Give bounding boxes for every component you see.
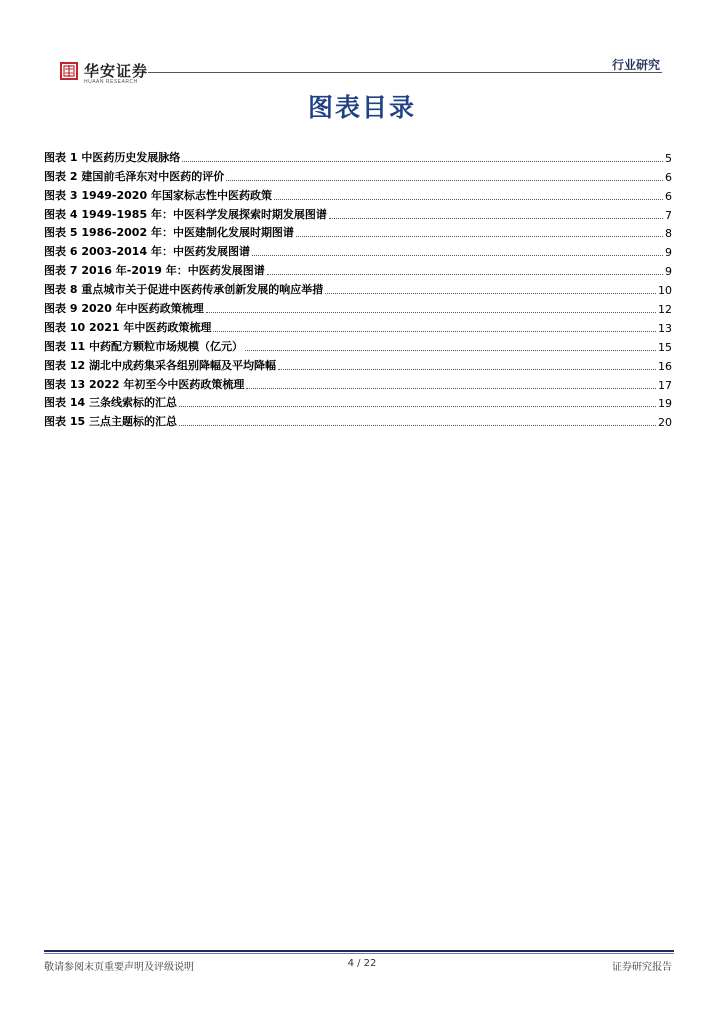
toc-entry[interactable] bbox=[44, 203, 672, 222]
toc-leader-dots bbox=[325, 292, 656, 294]
toc-entry[interactable] bbox=[44, 316, 672, 335]
toc-entry-page: 17 bbox=[658, 378, 672, 392]
toc-leader-dots bbox=[182, 160, 663, 162]
toc-entry-label: 图表 9 2020 年中医药政策梳理 bbox=[44, 302, 204, 316]
toc-entry-label: 图表 8 重点城市关于促进中医药传承创新发展的响应举措 bbox=[44, 283, 324, 297]
toc-entry[interactable] bbox=[44, 278, 672, 297]
report-type: 证券研究报告 bbox=[612, 962, 672, 973]
table-of-figures bbox=[44, 146, 672, 429]
toc-leader-dots bbox=[206, 311, 656, 313]
toc-entry-label: 图表 1 中医药历史发展脉络 bbox=[44, 150, 181, 164]
toc-entry-page: 20 bbox=[658, 416, 672, 430]
toc-entry-label: 图表 14 三条线索标的汇总 bbox=[44, 396, 177, 410]
toc-entry-page: 5 bbox=[665, 151, 672, 165]
toc-entry[interactable] bbox=[44, 165, 672, 184]
toc-entry[interactable] bbox=[44, 335, 672, 354]
toc-entry-page: 8 bbox=[665, 227, 672, 241]
toc-entry[interactable] bbox=[44, 222, 672, 241]
toc-entry-label: 图表 15 三点主题标的汇总 bbox=[44, 415, 177, 429]
toc-leader-dots bbox=[267, 273, 663, 275]
header-divider bbox=[148, 72, 662, 73]
toc-entry-page: 15 bbox=[658, 340, 672, 354]
toc-leader-dots bbox=[245, 349, 656, 351]
toc-entry[interactable] bbox=[44, 373, 672, 392]
footer-divider-thin bbox=[44, 953, 674, 954]
toc-leader-dots bbox=[278, 368, 656, 370]
toc-entry-page: 19 bbox=[658, 397, 672, 411]
page-number: 4 / 22 bbox=[347, 958, 377, 969]
toc-entry-page: 16 bbox=[658, 359, 672, 373]
toc-entry-label: 图表 10 2021 年中医药政策梳理 bbox=[44, 320, 212, 334]
toc-entry-page: 6 bbox=[665, 170, 672, 184]
toc-entry-label: 图表 3 1949-2020 年国家标志性中医药政策 bbox=[44, 188, 272, 202]
toc-entry[interactable] bbox=[44, 184, 672, 203]
toc-entry-label: 图表 6 2003-2014 年：中医药发展图谱 bbox=[44, 245, 250, 259]
toc-entry-label: 图表 4 1949-1985 年：中医科学发展探索时期发展图谱 bbox=[44, 207, 327, 221]
footer-divider bbox=[44, 950, 674, 952]
toc-entry-page: 9 bbox=[665, 265, 672, 279]
toc-leader-dots bbox=[213, 330, 656, 332]
toc-leader-dots bbox=[329, 217, 663, 219]
logo-text: 华安证券 bbox=[84, 62, 149, 80]
toc-entry-label: 图表 11 中药配方颗粒市场规模（亿元） bbox=[44, 339, 243, 353]
toc-entry-label: 图表 12 湖北中成药集采各组别降幅及平均降幅 bbox=[44, 358, 276, 372]
toc-leader-dots bbox=[246, 387, 656, 389]
toc-entry-page: 10 bbox=[658, 284, 672, 298]
toc-entry[interactable] bbox=[44, 297, 672, 316]
toc-leader-dots bbox=[274, 198, 663, 200]
footer-disclaimer: 敬请参阅末页重要声明及评级说明 bbox=[44, 962, 194, 973]
toc-leader-dots bbox=[179, 424, 656, 426]
toc-entry-label: 图表 5 1986-2002 年：中医建制化发展时期图谱 bbox=[44, 226, 294, 240]
toc-entry-page: 6 bbox=[665, 189, 672, 203]
toc-entry[interactable] bbox=[44, 259, 672, 278]
toc-entry-page: 12 bbox=[658, 303, 672, 317]
toc-leader-dots bbox=[252, 254, 663, 256]
page-title: 图表目录 bbox=[307, 93, 416, 122]
toc-entry[interactable] bbox=[44, 392, 672, 411]
toc-entry[interactable] bbox=[44, 146, 672, 165]
toc-entry-page: 13 bbox=[658, 321, 672, 335]
toc-entry[interactable] bbox=[44, 410, 672, 429]
toc-entry-label: 图表 7 2016 年-2019 年：中医药发展图谱 bbox=[44, 264, 265, 278]
toc-entry[interactable] bbox=[44, 240, 672, 259]
toc-leader-dots bbox=[226, 179, 663, 181]
section-label: 行业研究 bbox=[611, 58, 660, 72]
company-logo-icon bbox=[60, 62, 78, 80]
logo-subtext: HUAAN RESEARCH bbox=[84, 79, 138, 85]
page-header bbox=[0, 0, 724, 100]
toc-entry[interactable] bbox=[44, 354, 672, 373]
toc-entry-page: 9 bbox=[665, 246, 672, 260]
toc-entry-label: 图表 13 2022 年初至今中医药政策梳理 bbox=[44, 377, 245, 391]
toc-entry-page: 7 bbox=[665, 208, 672, 222]
toc-leader-dots bbox=[296, 235, 663, 237]
toc-leader-dots bbox=[179, 405, 656, 407]
toc-entry-label: 图表 2 建国前毛泽东对中医药的评价 bbox=[44, 169, 225, 183]
